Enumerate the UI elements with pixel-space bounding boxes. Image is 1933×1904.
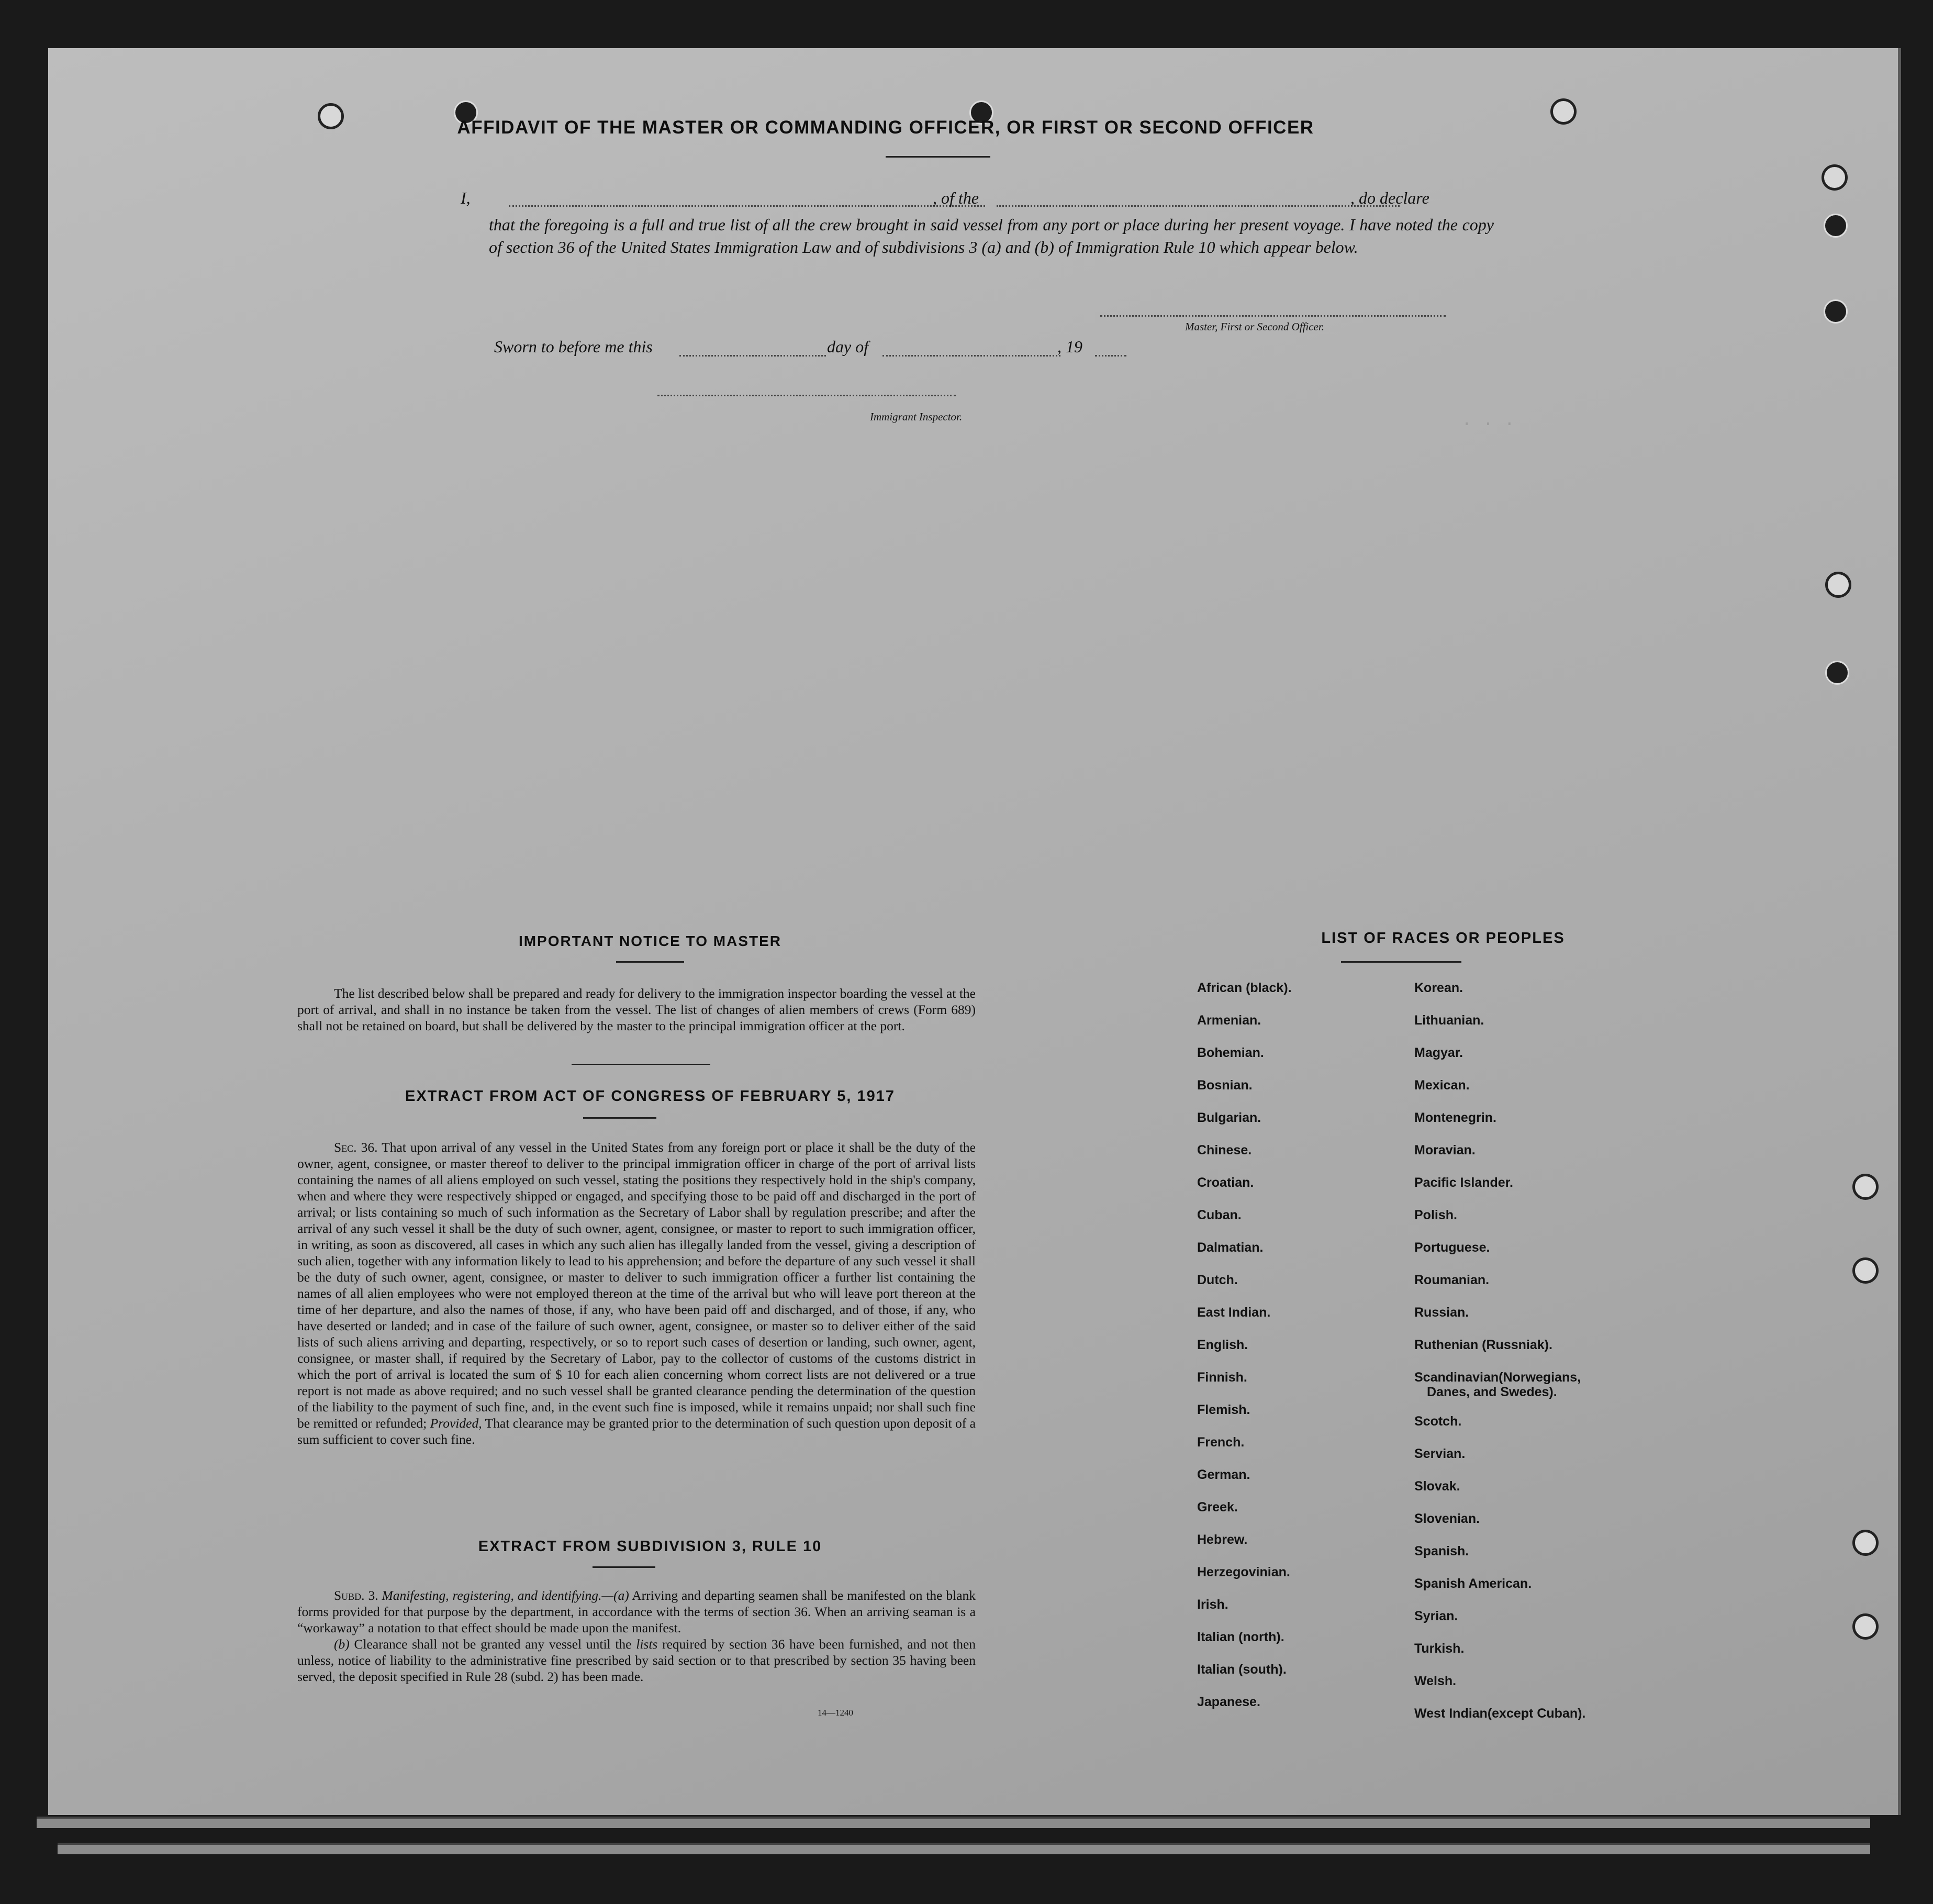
race-item: Spanish American. bbox=[1414, 1576, 1532, 1591]
binder-hole bbox=[1852, 1530, 1879, 1556]
subd-para-b1: Clearance shall not be granted any vessel until the bbox=[354, 1636, 632, 1652]
race-item: Dutch. bbox=[1197, 1273, 1238, 1287]
act-title-underline bbox=[583, 1117, 656, 1119]
subd-para-b-lists: lists bbox=[636, 1636, 658, 1652]
affidavit-i-label: I, bbox=[461, 188, 471, 207]
race-item: Finnish. bbox=[1197, 1370, 1247, 1385]
binder-hole bbox=[1824, 214, 1848, 238]
sworn-year-label: , 19 bbox=[1057, 337, 1082, 356]
race-item: Irish. bbox=[1197, 1597, 1228, 1612]
rule-extract-title: EXTRACT FROM SUBDIVISION 3, RULE 10 bbox=[478, 1538, 822, 1555]
race-item: Roumanian. bbox=[1414, 1273, 1490, 1287]
lower-sheet-edge bbox=[58, 1843, 1870, 1854]
race-item: Montenegrin. bbox=[1414, 1110, 1496, 1125]
notice-title-underline bbox=[616, 961, 684, 963]
inspector-signature-caption: Immigrant Inspector. bbox=[870, 410, 963, 423]
act-section-36-text bbox=[297, 1139, 976, 1448]
race-item: Syrian. bbox=[1414, 1609, 1458, 1623]
race-item: Russian. bbox=[1414, 1305, 1469, 1320]
inspector-signature-field[interactable] bbox=[657, 395, 956, 396]
master-signature-caption: Master, First or Second Officer. bbox=[1185, 320, 1324, 333]
race-item: Turkish. bbox=[1414, 1641, 1465, 1656]
race-item: Bulgarian. bbox=[1197, 1110, 1261, 1125]
subd-para-a: Arriving and departing seamen shall be manifested on the blank forms provided for that purpose by the department, in accordance with the terms of section 36. When an arriving seaman is a “workaway” a notation to that effect should be made upon the manifest. bbox=[297, 1588, 976, 1635]
race-item: Mexican. bbox=[1414, 1078, 1470, 1093]
binder-hole bbox=[1824, 299, 1848, 324]
race-item: Cuban. bbox=[1197, 1208, 1242, 1222]
race-item: Lithuanian. bbox=[1414, 1013, 1484, 1028]
race-item: Flemish. bbox=[1197, 1402, 1250, 1417]
provided-label: Provided, bbox=[430, 1416, 482, 1431]
subd-para-b2: required by section 36 have been furnished, and not then unless, notice of liability to the administrative fine prescribed by said section or to that prescribed by section 35 having been served, the deposit specified in Rule 28 (subd. 2) has been made. bbox=[297, 1636, 976, 1684]
binder-hole bbox=[1822, 164, 1848, 191]
notice-divider bbox=[572, 1064, 710, 1065]
binder-hole bbox=[1852, 1174, 1879, 1200]
bleed-through: · · · bbox=[1461, 415, 1515, 435]
subd-b-label: (b) bbox=[334, 1636, 350, 1652]
race-item: Greek. bbox=[1197, 1500, 1238, 1515]
race-item: Croatian. bbox=[1197, 1175, 1254, 1190]
sworn-month-field[interactable] bbox=[882, 355, 1060, 357]
race-item: Armenian. bbox=[1197, 1013, 1261, 1028]
subd-label: Subd. 3. bbox=[334, 1588, 378, 1603]
race-item: Italian (south). bbox=[1197, 1662, 1287, 1677]
race-item: Hebrew. bbox=[1197, 1532, 1248, 1547]
race-item: Scotch. bbox=[1414, 1414, 1462, 1429]
race-item: Dalmatian. bbox=[1197, 1240, 1264, 1255]
notice-text bbox=[297, 985, 976, 1034]
race-item: Japanese. bbox=[1197, 1695, 1260, 1709]
vessel-name-field[interactable] bbox=[997, 205, 1400, 207]
affidavit-title: AFFIDAVIT OF THE MASTER OR COMMANDING OFFICER, OR FIRST OR SECOND OFFICER bbox=[457, 117, 1314, 138]
race-item: Magyar. bbox=[1414, 1045, 1463, 1060]
race-item: German. bbox=[1197, 1467, 1250, 1482]
binder-hole bbox=[1852, 1613, 1879, 1640]
affidavit-declare-label: , do declare bbox=[1350, 188, 1429, 207]
race-item: Ruthenian (Russniak). bbox=[1414, 1338, 1552, 1352]
lower-sheet-edge bbox=[37, 1817, 1870, 1828]
race-item: Welsh. bbox=[1414, 1674, 1457, 1688]
officer-name-field[interactable] bbox=[509, 205, 985, 207]
sworn-prefix: Sworn to before me this bbox=[494, 337, 653, 356]
sworn-day-field[interactable] bbox=[679, 355, 826, 357]
race-item: Chinese. bbox=[1197, 1143, 1252, 1157]
sworn-year-field[interactable] bbox=[1095, 355, 1126, 357]
subd-heading: Manifesting, registering, and identifying.—(a) bbox=[382, 1588, 629, 1603]
race-item: Moravian. bbox=[1414, 1143, 1476, 1157]
affidavit-statement: that the foregoing is a full and true list of all the crew brought in said vessel from any port or place during her present voyage. I have noted the copy of section 36 of the United States Immigration Law and of subdivisions 3 (a) and (b) of Immigration Rule 10 which appear below. bbox=[489, 215, 1494, 257]
race-item: Italian (north). bbox=[1197, 1630, 1284, 1644]
rule-title-underline bbox=[593, 1566, 655, 1568]
race-item: Polish. bbox=[1414, 1208, 1457, 1222]
title-underline bbox=[886, 156, 990, 158]
race-item: Slovak. bbox=[1414, 1479, 1460, 1494]
races-title-underline bbox=[1341, 961, 1461, 963]
section-text-1: That upon arrival of any vessel in the United States from any foreign port or place it shall be the duty of the owner, agent, consignee, or master thereof to deliver to the principal immigration officer in charge of the port of arrival lists containing the names of all aliens employed on such vessel, stating the positions they respectively hold in the ship's company, when and where they were respectively shipped or engaged, and specifying those to be paid off and discharged in the port of arrival; or lists containing so much of such information as the Secretary of Labor shall by regulation prescribe; and after the arrival of any such vessel it shall be the duty of such owner, agent, consignee, or master to report to such immigration officer, in writing, as soon as discovered, all cases in which any such alien has illegally landed from the vessel, giving a description of such alien, together with any information likely to lead to his apprehension; and before the departure of any such vessel it shall be the duty of such owner, agent, consignee, or master to deliver to such immigration officer a further list containing the names of all alien employees who were not employed thereon at the time of the arrival but who will leave port thereon at the time of her departure, and also the names of those, if any, who have been paid off and discharged, and of those, if any, who have deserted or landed; and in case of the failure of such owner, agent, consignee, or master so to deliver either of the said lists of such aliens arriving and departing, respectively, or so to report such cases of desertion or landing, such owner, agent, consignee, or master shall, if required by the Secretary of Labor, pay to the collector of customs of the customs district in which the port of arrival is located the sum of $ 10 for each alien concerning whom correct lists are not delivered or a true report is not made as above required; and no such vessel shall be granted clearance pending the determination of the question of the liability to the payment of such fine, and, in the event such fine is imposed, while it remains unpaid; nor shall such fine be remitted or refunded; bbox=[297, 1140, 976, 1431]
section-text-2: That clearance may be granted prior to the determination of such question upon deposit of a sum sufficient to cover such fine. bbox=[297, 1416, 976, 1447]
race-item-continuation: Danes, and Swedes). bbox=[1427, 1385, 1557, 1399]
form-number: 14—1240 bbox=[818, 1708, 853, 1718]
race-item: Spanish. bbox=[1414, 1544, 1469, 1558]
race-item: Pacific Islander. bbox=[1414, 1175, 1513, 1190]
binder-hole bbox=[1825, 661, 1849, 685]
races-title: LIST OF RACES OR PEOPLES bbox=[1321, 930, 1565, 947]
race-item: Portuguese. bbox=[1414, 1240, 1490, 1255]
form-sheet bbox=[48, 48, 1901, 1815]
sworn-day-of-label: day of bbox=[827, 337, 869, 356]
race-item: Bosnian. bbox=[1197, 1078, 1253, 1093]
rule-subdivision-text bbox=[297, 1587, 976, 1685]
binder-hole bbox=[1852, 1257, 1879, 1284]
race-item: Scandinavian(Norwegians, bbox=[1414, 1370, 1581, 1385]
affidavit-of-the-label: , of the bbox=[933, 188, 979, 207]
act-extract-title: EXTRACT FROM ACT OF CONGRESS OF FEBRUARY 5, 1917 bbox=[405, 1088, 896, 1105]
section-label: Sec. 36. bbox=[334, 1140, 378, 1155]
race-item: Korean. bbox=[1414, 981, 1463, 995]
race-item: Servian. bbox=[1414, 1446, 1466, 1461]
race-item: French. bbox=[1197, 1435, 1245, 1450]
race-item: African (black). bbox=[1197, 981, 1292, 995]
race-item: Bohemian. bbox=[1197, 1045, 1264, 1060]
race-item: Herzegovinian. bbox=[1197, 1565, 1290, 1579]
master-signature-field[interactable] bbox=[1100, 315, 1446, 317]
binder-hole bbox=[1825, 572, 1851, 598]
notice-paragraph: The list described below shall be prepared and ready for delivery to the immigration inspector boarding the vessel at the port of arrival, and shall in no instance be taken from the vessel. The list of changes of alien members of crews (Form 689) shall not be retained on board, but shall be delivered by the master to the principal immigration officer at the port. bbox=[297, 986, 976, 1033]
race-item: West Indian(except Cuban). bbox=[1414, 1706, 1586, 1721]
race-item: East Indian. bbox=[1197, 1305, 1271, 1320]
race-item: English. bbox=[1197, 1338, 1248, 1352]
race-item: Slovenian. bbox=[1414, 1511, 1480, 1526]
notice-title: IMPORTANT NOTICE TO MASTER bbox=[518, 933, 782, 949]
